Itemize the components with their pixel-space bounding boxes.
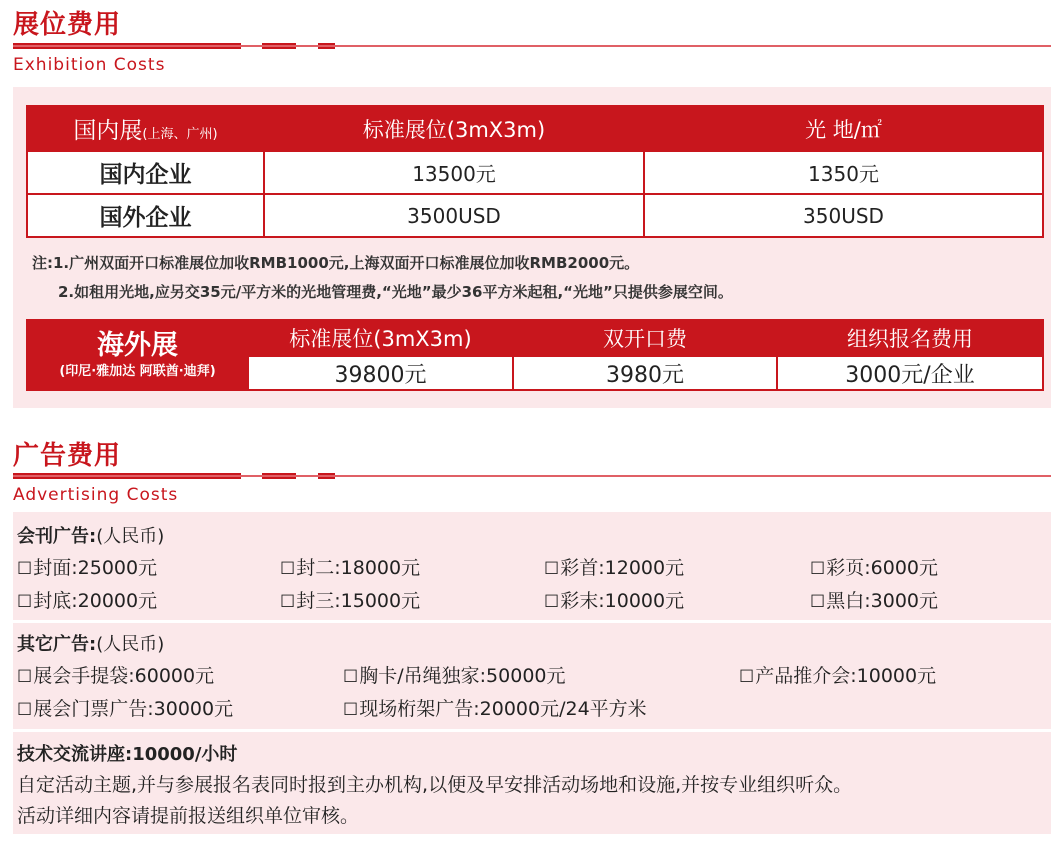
title-divider	[13, 475, 1051, 477]
ad-item: ☐封面:25000元	[17, 557, 158, 579]
exhibition-title: 展位费用	[13, 10, 122, 40]
ad-item: ☐彩首:12000元	[544, 557, 685, 579]
note-2: 2.如租用光地,应另交35元/平方米的光地管理费,“光地”最少36平方米起租,“光地”只提供参展空间。	[58, 283, 733, 301]
checkbox-icon: ☐	[544, 592, 560, 612]
ad-item: ☐封三:15000元	[280, 590, 421, 612]
seminar-description: 活动详细内容请提前报送组织单位审核。	[17, 805, 360, 827]
overseas-header-registration: 组织报名费用	[777, 320, 1043, 356]
overseas-label: 海外展	[97, 330, 178, 361]
checkbox-icon: ☐	[17, 700, 33, 720]
checkbox-icon: ☐	[280, 559, 296, 579]
checkbox-icon: ☐	[810, 592, 826, 612]
advertising-title: 广告费用	[13, 441, 122, 471]
ad-item: ☐现场桁架广告:20000元/24平方米	[343, 698, 647, 720]
checkbox-icon: ☐	[17, 559, 33, 579]
checkbox-icon: ☐	[739, 667, 755, 687]
overseas-double-open-price: 3980元	[513, 356, 777, 390]
section-gap	[13, 620, 1051, 623]
note-1: 注:1.广州双面开口标准展位加收RMB1000元,上海双面开口标准展位加收RMB2000元。	[32, 254, 640, 272]
checkbox-icon: ☐	[17, 592, 33, 612]
row-standard-price: 3500USD	[264, 194, 644, 237]
overseas-header-double-open: 双开口费	[513, 320, 777, 356]
row-space-price: 1350元	[644, 151, 1043, 194]
domestic-header-label: 国内展(上海、广州)	[27, 106, 264, 151]
ad-item: ☐封二:18000元	[280, 557, 421, 579]
domestic-header-space: 光 地/㎡	[644, 106, 1043, 151]
title-divider	[13, 45, 1051, 47]
journal-ads-heading: 会刊广告:(人民币)	[17, 526, 165, 547]
exhibition-subtitle: Exhibition Costs	[13, 55, 166, 75]
checkbox-icon: ☐	[544, 559, 560, 579]
ad-item: ☐封底:20000元	[17, 590, 158, 612]
overseas-header-standard: 标准展位(3mX3m)	[248, 320, 513, 356]
ad-item: ☐展会门票广告:30000元	[17, 698, 234, 720]
checkbox-icon: ☐	[343, 700, 359, 720]
other-ads-heading: 其它广告:(人民币)	[17, 634, 165, 655]
overseas-label-cell	[27, 320, 248, 390]
section-gap	[13, 729, 1051, 732]
ad-item: ☐产品推介会:10000元	[739, 665, 937, 687]
overseas-registration-price: 3000元/企业	[777, 356, 1043, 390]
ad-item: ☐彩末:10000元	[544, 590, 685, 612]
row-label: 国外企业	[27, 194, 264, 237]
seminar-description: 自定活动主题,并与参展报名表同时报到主办机构,以便及早安排活动场地和设施,并按专业组织听众。	[17, 774, 853, 796]
overseas-locations: (印尼·雅加达 阿联酋·迪拜)	[59, 364, 216, 379]
ad-item: ☐黑白:3000元	[810, 590, 939, 612]
domestic-price-table	[26, 105, 1044, 238]
ad-item: ☐展会手提袋:60000元	[17, 665, 215, 687]
row-space-price: 350USD	[644, 194, 1043, 237]
row-label: 国内企业	[27, 151, 264, 194]
checkbox-icon: ☐	[17, 667, 33, 687]
checkbox-icon: ☐	[280, 592, 296, 612]
row-standard-price: 13500元	[264, 151, 644, 194]
domestic-header-standard: 标准展位(3mX3m)	[264, 106, 644, 151]
advertising-subtitle: Advertising Costs	[13, 485, 179, 505]
ad-item: ☐彩页:6000元	[810, 557, 939, 579]
overseas-standard-price: 39800元	[248, 356, 513, 390]
checkbox-icon: ☐	[343, 667, 359, 687]
overseas-price-table	[26, 319, 1044, 391]
checkbox-icon: ☐	[810, 559, 826, 579]
seminar-heading: 技术交流讲座:10000/小时	[17, 744, 238, 765]
ad-item: ☐胸卡/吊绳独家:50000元	[343, 665, 566, 687]
